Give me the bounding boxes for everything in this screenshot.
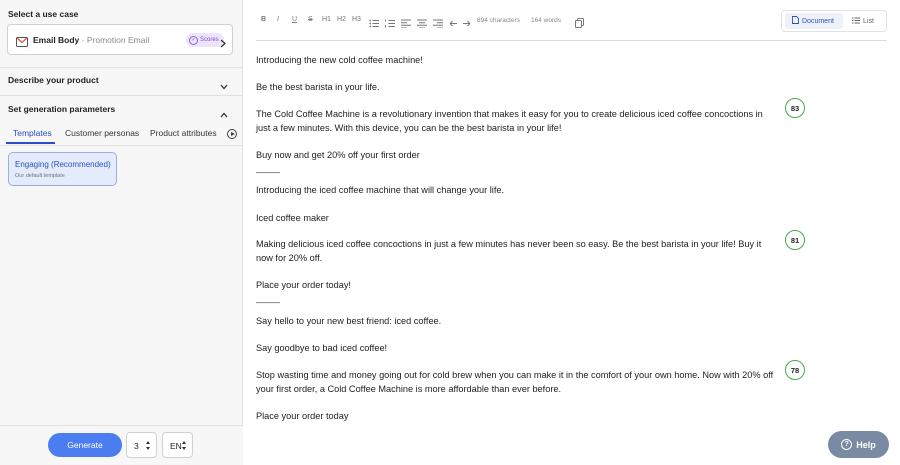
doc-line[interactable]: just a few minutes. With this device, you can be the best barista in your life!	[256, 123, 562, 133]
doc-line[interactable]: The Cold Coffee Machine is a revolutionary invention that makes it easy for you to create delicious iced coffee concoctions in	[256, 109, 763, 119]
tab-customer-personas[interactable]: Customer personas	[65, 128, 140, 138]
language-select[interactable]	[162, 432, 193, 458]
character-count: 894 characters	[477, 17, 520, 24]
word-count: 164 words	[531, 17, 561, 24]
doc-line[interactable]: now for 20% off.	[256, 253, 323, 263]
undo-icon[interactable]	[448, 15, 458, 33]
select-arrows-icon	[182, 441, 187, 451]
underline-button[interactable]: U	[292, 16, 298, 23]
h1-button[interactable]: H1	[322, 16, 331, 23]
template-title: Engaging (Recommended)	[15, 160, 111, 169]
template-subtitle: Our default template	[15, 173, 65, 179]
help-button[interactable]	[828, 431, 889, 458]
scores-label: Scores	[200, 37, 219, 43]
generation-params-heading[interactable]: Set generation parameters	[8, 104, 116, 114]
chevron-right-icon	[220, 35, 226, 53]
view-toggle	[781, 10, 887, 32]
score-badge[interactable]: 78	[785, 360, 805, 380]
language-value: EN	[170, 441, 182, 451]
tab-product-attributes[interactable]: Product attributes	[150, 128, 217, 138]
h2-button[interactable]: H2	[337, 16, 346, 23]
describe-product-heading[interactable]: Describe your product	[8, 75, 99, 85]
doc-line[interactable]: Introducing the new cold coffee machine!	[256, 55, 423, 65]
use-case-selector[interactable]	[7, 24, 233, 55]
document-view-label: Document	[802, 17, 834, 25]
tabs-divider	[0, 145, 243, 146]
doc-line[interactable]: Making delicious iced coffee concoctions in just a few minutes has never been so easy. Be the best barista in your life! Buy it	[256, 239, 762, 249]
use-case-separator: ·	[79, 35, 87, 45]
mail-icon	[16, 34, 28, 52]
active-tab-indicator	[6, 142, 55, 144]
tab-templates[interactable]: Templates	[13, 128, 52, 138]
scores-icon: ✓	[189, 36, 198, 45]
count-value: 3	[134, 441, 139, 451]
score-badge[interactable]: 83	[785, 98, 805, 118]
score-badge[interactable]: 81	[785, 230, 805, 250]
italic-button[interactable]: I	[277, 16, 279, 23]
doc-line[interactable]: Say goodbye to bad iced coffee!	[256, 343, 388, 353]
separator-line: ———	[256, 168, 280, 177]
bullet-list-icon[interactable]	[369, 15, 379, 33]
separator-line: ———	[256, 298, 280, 307]
doc-line[interactable]: your first order, a Cold Coffee Machine is more affordable than ever before.	[256, 384, 562, 394]
doc-line[interactable]: Stop wasting time and money going out for cold brew when you can make it in the comfort of your own home. Now with 20% off	[256, 370, 774, 380]
numbered-list-icon[interactable]	[385, 15, 395, 33]
count-select[interactable]	[126, 432, 157, 458]
doc-line[interactable]: Be the best barista in your life.	[256, 82, 380, 92]
use-case-heading: Select a use case	[8, 9, 79, 19]
doc-line[interactable]: Place your order today	[256, 411, 349, 421]
scores-badge	[186, 33, 224, 47]
align-center-icon[interactable]	[417, 15, 427, 33]
doc-line[interactable]: Say hello to your new best friend: iced coffee.	[256, 316, 442, 326]
template-card-engaging[interactable]	[8, 152, 117, 186]
left-panel	[0, 0, 243, 465]
help-label: Help	[856, 439, 876, 450]
h3-button[interactable]: H3	[352, 16, 361, 23]
redo-icon[interactable]	[462, 15, 472, 33]
play-icon[interactable]	[227, 129, 237, 139]
list-view-label: List	[863, 17, 874, 25]
copy-icon[interactable]	[575, 15, 584, 33]
doc-line[interactable]: Place your order today!	[256, 280, 351, 290]
strikethrough-button[interactable]: S	[308, 16, 313, 23]
generate-button[interactable]: Generate	[48, 433, 122, 457]
document-view-button[interactable]	[785, 13, 843, 29]
list-view-button[interactable]	[852, 13, 886, 29]
document-icon	[792, 16, 799, 26]
doc-line[interactable]: Buy now and get 20% off your first order	[256, 150, 420, 160]
list-icon	[852, 17, 860, 26]
select-arrows-icon	[146, 441, 151, 451]
params-tabs	[6, 128, 238, 142]
chevron-up-icon[interactable]	[220, 105, 228, 123]
toolbar-divider	[256, 40, 887, 41]
align-left-icon[interactable]	[401, 15, 411, 33]
align-right-icon[interactable]	[433, 15, 443, 33]
bold-button[interactable]: B	[261, 16, 267, 23]
chevron-down-icon[interactable]	[220, 77, 228, 95]
question-icon: ?	[841, 439, 852, 450]
use-case-name: Email Body	[33, 35, 80, 45]
doc-line[interactable]: Introducing the iced coffee machine that will change your life.	[256, 185, 505, 195]
doc-line[interactable]: Iced coffee maker	[256, 213, 329, 223]
use-case-subtitle: Promotion Email	[86, 35, 150, 45]
divider	[0, 67, 243, 68]
divider	[0, 95, 243, 96]
use-case-label	[33, 35, 149, 45]
